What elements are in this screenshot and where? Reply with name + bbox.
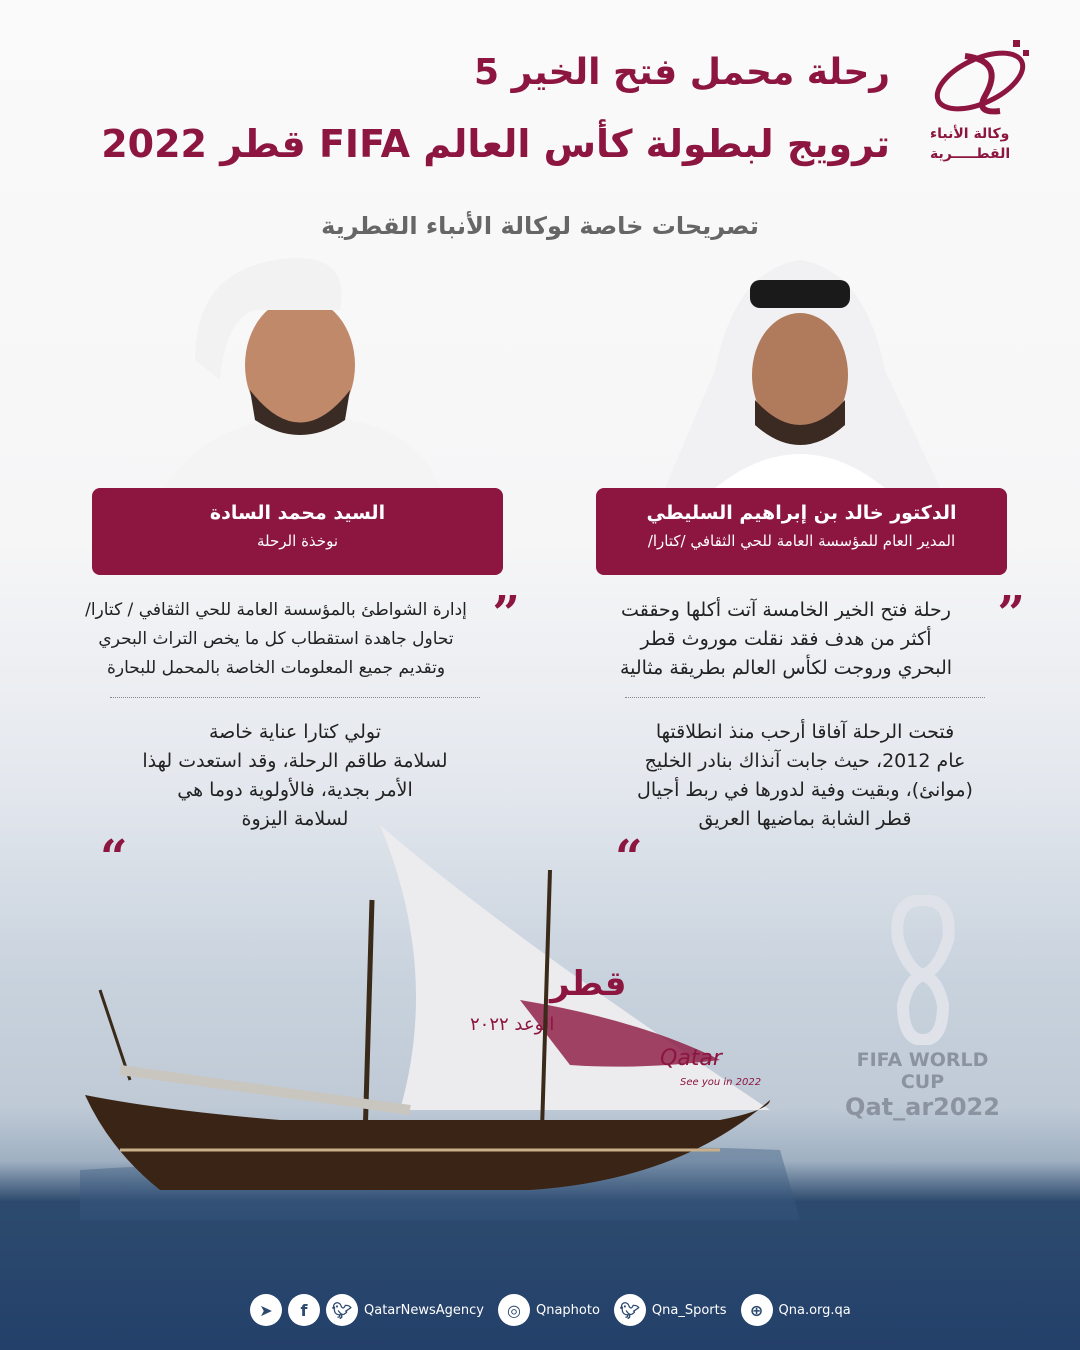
dhow-boat-image	[80, 820, 800, 1220]
quote-line: قطر الشابة بماضيها العريق	[698, 808, 912, 830]
quote-line: إدارة الشواطئ بالمؤسسة العامة للحي الثقافي / كتارا/	[85, 600, 467, 620]
quote-line: رحلة فتح الخير الخامسة آتت أكلها وحققت	[621, 599, 951, 621]
divider	[110, 697, 480, 698]
social-footer	[250, 1294, 851, 1326]
quote-line: لسلامة طاقم الرحلة، وقد استعدت لهذا	[142, 750, 448, 772]
world-cup-line1: FIFA WORLD CUP	[856, 1049, 989, 1093]
logo-text-line2: القطـــــرية	[930, 146, 1011, 162]
speaker-role: المدير العام للمؤسسة العامة للحي الثقافي /كتارا/	[647, 532, 956, 550]
speaker-name: الدكتور خالد بن إبراهيم السليطي	[646, 502, 957, 524]
quote-open-icon: ”	[492, 586, 520, 642]
quote-line: لسلامة اليزوة	[241, 808, 349, 830]
sail-text-qatar: قطر	[550, 964, 627, 1004]
facebook-icon[interactable]: f	[288, 1294, 320, 1326]
telegram-icon[interactable]: ➤	[250, 1294, 282, 1326]
quote-line: تولي كتارا عناية خاصة	[208, 721, 382, 743]
quotes-mohammed	[70, 586, 520, 886]
quote-line: (موانئ)، وبقيت وفية لدورها في ربط أجيال	[637, 779, 973, 801]
quote-line: أكثر من هدف فقد نقلت موروث قطر	[640, 628, 932, 650]
quote-close-icon: “	[100, 830, 128, 886]
twitter-icon[interactable]: 🐦︎	[614, 1294, 646, 1326]
quote-khalid-1	[585, 586, 1025, 683]
divider	[625, 697, 985, 698]
quote-khalid-2	[585, 718, 1025, 834]
social-handle-qnasports[interactable]: Qna_Sports	[651, 1302, 727, 1318]
world-cup-line2: Qat_ar2022	[845, 1093, 1000, 1121]
quote-line: وتقديم جميع المعلومات الخاصة بالمحمل للبحارة	[106, 658, 446, 678]
social-handle-qnaphoto[interactable]: Qnaphoto	[535, 1302, 600, 1318]
photo-mohammed-al-sada	[165, 250, 455, 488]
sail-text-qatar-latin: Qatar	[660, 1046, 722, 1071]
speaker-card-khalid	[596, 488, 1007, 575]
title-line1: رحلة محمل فتح الخير 5	[474, 52, 890, 93]
logo-text-line1: وكالة الأنباء	[930, 126, 1010, 142]
fifa-world-cup-logo	[835, 895, 1010, 1121]
quote-mohammed-1	[70, 586, 520, 683]
twitter-icon[interactable]: 🐦︎	[326, 1294, 358, 1326]
quote-open-icon: ”	[997, 586, 1025, 642]
globe-icon[interactable]: ⊕	[741, 1294, 773, 1326]
quote-line: البحري وروجت لكأس العالم بطريقة مثالية	[619, 657, 953, 679]
quote-line: فتحت الرحلة آفاقا أرحب منذ انطلاقتها	[655, 721, 955, 743]
photo-khalid-al-sulaiti	[655, 250, 945, 488]
speaker-role: نوخذة الرحلة	[257, 532, 338, 550]
sail-text-promise: الوعد ٢٠٢٢	[470, 1014, 555, 1035]
world-cup-emblem-icon	[888, 895, 958, 1045]
instagram-icon[interactable]: ◎	[498, 1294, 530, 1326]
quote-line: تحاول جاهدة استقطاب كل ما يخص التراث البحري	[98, 629, 454, 649]
quote-mohammed-2	[70, 718, 520, 834]
quote-line: الأمر بجدية، فالأولوية دوما هي	[177, 779, 413, 801]
sail-text-seeyou: See you in 2022	[680, 1077, 762, 1088]
speaker-name: السيد محمد السادة	[209, 502, 386, 524]
subtitle: تصريحات خاصة لوكالة الأنباء القطرية	[321, 212, 759, 240]
quote-line: عام 2012، حيث جابت آنذاك بنادر الخليج	[644, 750, 966, 772]
social-handle-qna[interactable]: QatarNewsAgency	[364, 1302, 484, 1318]
website-link[interactable]: Qna.org.qa	[778, 1302, 851, 1318]
quotes-khalid	[585, 586, 1025, 886]
speaker-card-mohammed	[92, 488, 503, 575]
quote-close-icon: “	[615, 830, 643, 886]
title-line2: ترويج لبطولة كأس العالم FIFA قطر 2022	[101, 122, 890, 166]
